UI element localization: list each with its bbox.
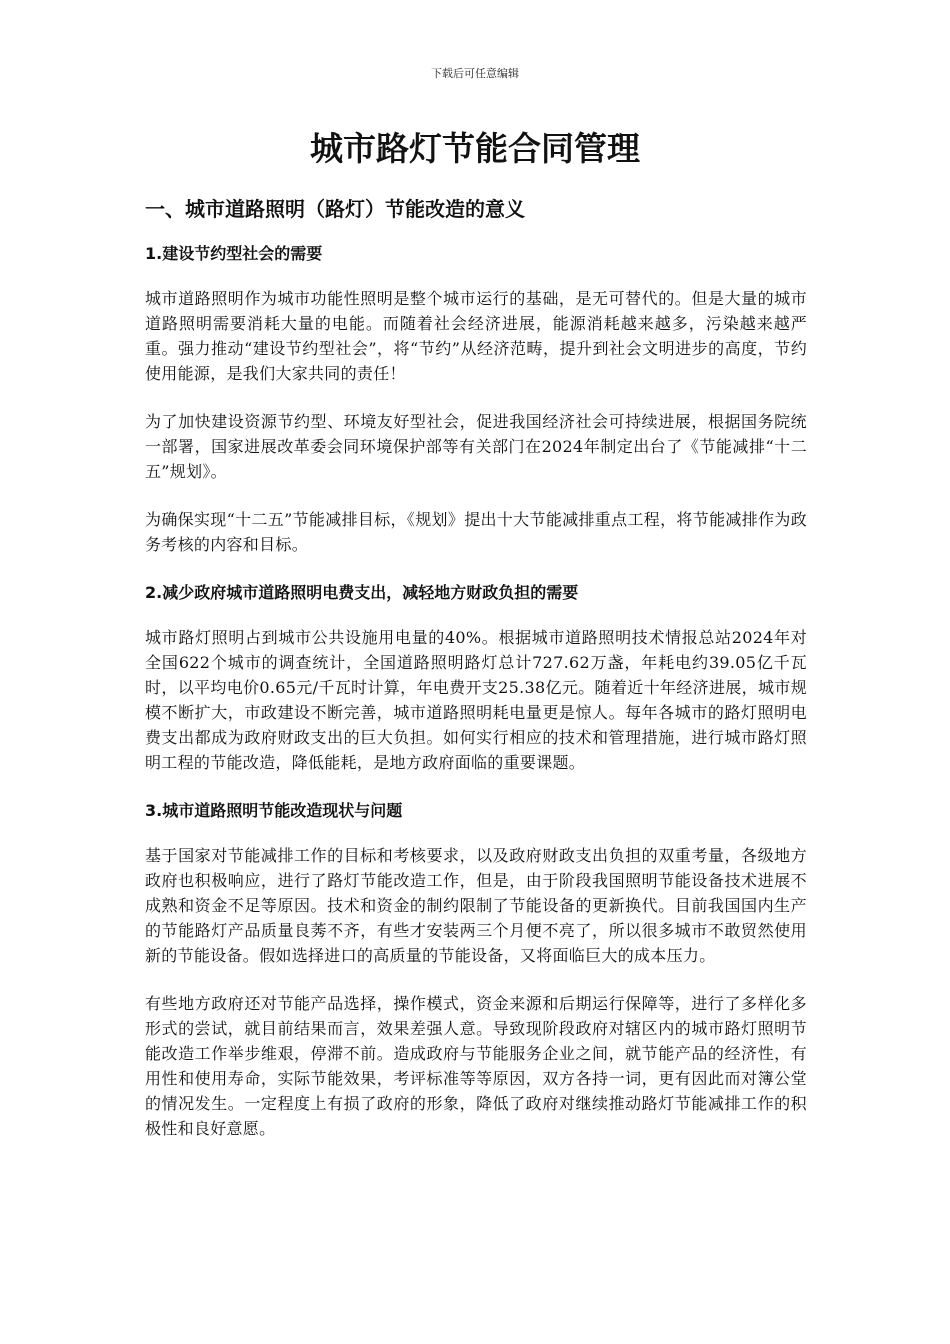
paragraph: 城市路灯照明占到城市公共设施用电量的40%。根据城市道路照明技术情报总站2024年对全国622个城市的调查统计，全国道路照明路灯总计727.62万盏，年耗电约39.05亿千瓦时，以平均电价0.65元/千瓦时计算，年电费开支25.38亿元。随着近十年经济进展，城市规模不断扩大，市政建设不断完善，城市道路照明耗电量更是惊人。每年各城市的路灯照明电费支出都成为政府财政支出的巨大负担。如何实行相应的技术和管理措施，进行城市路灯照明工程的节能改造，降低能耗，是地方政府面临的重要课题。 [145, 628, 807, 772]
document-body [145, 194, 807, 1164]
header-note: 下载后可任意编辑 [431, 67, 519, 80]
paragraph: 为了加快建设资源节约型、环境友好型社会，促进我国经济社会可持续进展，根据国务院统一部署，国家进展改革委会同环境保护部等有关部门在2024年制定出台了《节能减排“十二五”规划》。 [145, 412, 807, 481]
paragraph: 城市道路照明作为城市功能性照明是整个城市运行的基础，是无可替代的。但是大量的城市道路照明需要消耗大量的电能。而随着社会经济进展，能源消耗越来越多，污染越来越严重。强力推动“建设节约型社会”，将“节约”从经济范畴，提升到社会文明进步的高度，节约使用能源，是我们大家共同的责任！ [145, 289, 807, 383]
paragraph: 有些地方政府还对节能产品选择，操作模式，资金来源和后期运行保障等，进行了多样化多形式的尝试，就目前结果而言，效果差强人意。导致现阶段政府对辖区内的城市路灯照明节能改造工作举步维艰，停滞不前。造成政府与节能服务企业之间，就节能产品的经济性，有用性和使用寿命，实际节能效果，考评标准等等原因，双方各持一词，更有因此而对簿公堂的情况发生。一定程度上有损了政府的形象，降低了政府对继续推动路灯节能减排工作的积极性和良好意愿。 [145, 994, 807, 1138]
document-title: 城市路灯节能合同管理 [310, 129, 640, 168]
subsection-heading: 2.减少政府城市道路照明电费支出，减轻地方财政负担的需要 [145, 583, 579, 602]
paragraph: 为确保实现“十二五”节能减排目标，《规划》提出十大节能减排重点工程，将节能减排作为政务考核的内容和目标。 [145, 510, 807, 554]
paragraph: 基于国家对节能减排工作的目标和考核要求，以及政府财政支出负担的双重考量，各级地方政府也积极响应，进行了路灯节能改造工作，但是，由于阶段我国照明节能设备技术进展不成熟和资金不足等原因。技术和资金的制约限制了节能设备的更新换代。目前我国国内生产的节能路灯产品质量良莠不齐，有些才安装两三个月便不亮了，所以很多城市不敢贸然使用新的节能设备。假如选择进口的高质量的节能设备，又将面临巨大的成本压力。 [145, 846, 807, 965]
subsection-heading: 1.建设节约型社会的需要 [145, 244, 323, 263]
subsection-heading: 3.城市道路照明节能改造现状与问题 [145, 801, 403, 820]
section-heading: 一、城市道路照明（路灯）节能改造的意义 [145, 197, 525, 221]
